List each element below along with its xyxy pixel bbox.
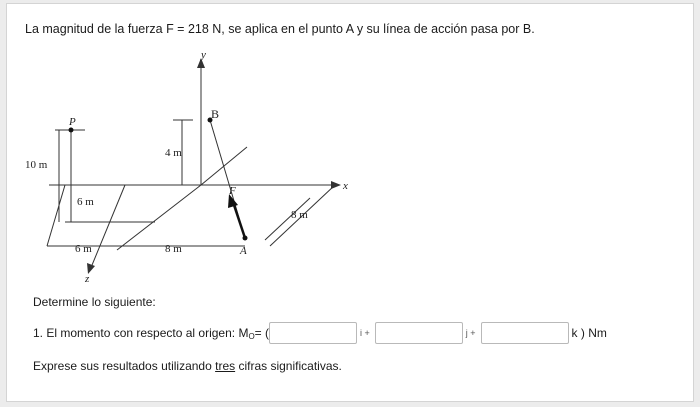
question-subscript: O [248,331,255,341]
instructions-before: Exprese sus resultados utilizando [33,359,216,373]
problem-statement: La magnitud de la fuerza F = 218 N, se aplica en el punto A y su línea de acción pasa por B. [25,22,535,36]
label-a: A [240,245,247,257]
label-p: P [69,116,76,128]
plane-diagonal [117,185,201,250]
moment-i-input[interactable] [269,322,357,344]
moment-question [33,320,612,346]
dim-6m-lower: 6 m [75,243,92,255]
dim-4m: 4 m [165,147,182,159]
dim-8m-right: 8 m [291,209,308,221]
k-unit-label: k ) Nm [571,326,607,340]
label-f: F [229,185,236,197]
force-arrow [233,202,245,238]
dim-8m-bottom: 8 m [165,243,182,255]
z-axis-line [90,185,125,270]
question-equals: = ( [254,326,270,340]
question-text: 1. El momento con respecto al origen: M [33,326,249,340]
instructions-underlined: tres [215,359,236,373]
label-x: x [343,180,348,192]
j-unit-label: j + [465,328,476,338]
problem-figure [25,50,365,290]
dim-6m-upper: 6 m [77,196,94,208]
instructions [33,359,342,373]
dim-10m: 10 m [25,159,48,171]
moment-k-input[interactable] [481,322,569,344]
figure-diagram [25,50,365,290]
plane-back-left [47,185,65,246]
question-card [6,3,694,402]
label-b: B [211,107,220,121]
point-p [69,128,74,133]
point-a [243,236,248,241]
moment-j-input[interactable] [375,322,463,344]
i-unit-label: i + [360,328,370,338]
label-z: z [85,273,90,285]
instructions-after: cifras significativas. [235,359,342,373]
section-heading: Determine lo siguiente: [33,295,156,309]
label-y: y [201,50,206,61]
